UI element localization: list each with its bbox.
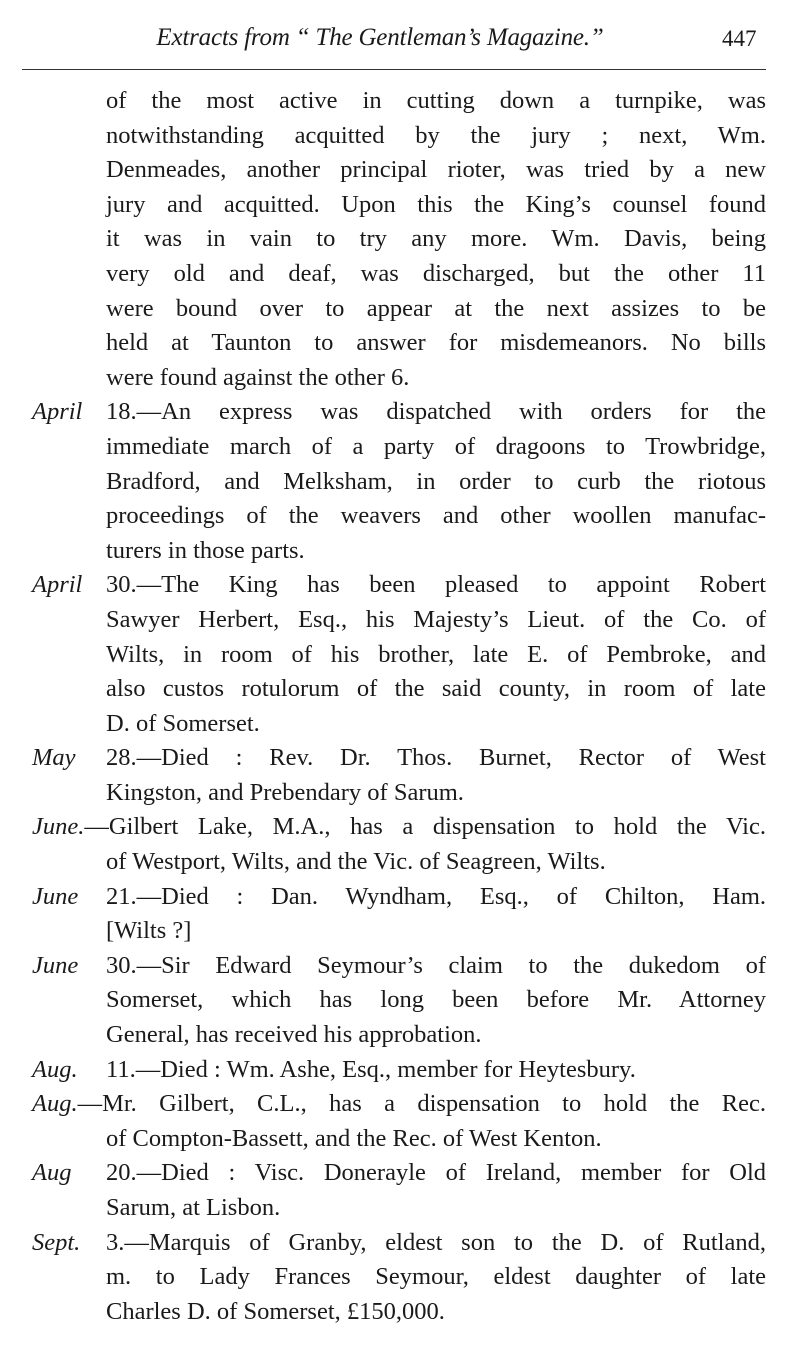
entry-date: April xyxy=(32,398,83,426)
text-line xyxy=(0,361,800,396)
chronicle-entry xyxy=(0,1226,800,1330)
line-text: of the most active in cutting down a turnpike, was xyxy=(106,87,766,114)
text-line xyxy=(0,776,800,811)
line-text: 18.—An express was dispatched with orders for the xyxy=(106,398,766,426)
line-text: of Westport, Wilts, and the Vic. of Seagreen, Wilts. xyxy=(106,848,606,876)
text-line xyxy=(0,153,800,188)
line-text: also custos rotulorum of the said county, in room of late xyxy=(106,675,766,703)
text-line xyxy=(0,707,800,742)
chronicle-entry xyxy=(0,1156,800,1225)
text-line xyxy=(0,465,800,500)
entry-date: April xyxy=(32,571,83,599)
text-line xyxy=(0,983,800,1018)
text-line xyxy=(0,1018,800,1053)
entry-date: Sept. xyxy=(32,1228,81,1256)
text-line xyxy=(0,810,800,845)
running-title: Extracts from “ The Gentleman’s Magazine.” xyxy=(156,24,604,51)
page-number: 447 xyxy=(722,26,757,51)
text-line xyxy=(0,949,800,984)
text-line xyxy=(0,880,800,915)
text-line xyxy=(0,534,800,569)
line-text: of Compton-Bassett, and the Rec. of West Kenton. xyxy=(106,1124,602,1152)
entry-date: Aug. xyxy=(32,1090,78,1118)
chronicle-entry xyxy=(0,1053,800,1088)
line-text: Wilts, in room of his brother, late E. of Pembroke, and xyxy=(106,640,766,668)
line-text: turers in those parts. xyxy=(106,536,305,564)
header-rule xyxy=(22,69,766,70)
line-text: were bound over to appear at the next assizes to be xyxy=(106,294,766,322)
text-line xyxy=(0,1053,800,1088)
line-text: 28.—Died : Rev. Dr. Thos. Burnet, Rector of West xyxy=(106,744,766,772)
chronicle-entry xyxy=(0,741,800,810)
entry-date: May xyxy=(32,744,76,772)
text-line xyxy=(0,1122,800,1157)
text-line xyxy=(0,1260,800,1295)
text-line xyxy=(0,568,800,603)
line-text: 3.—Marquis of Granby, eldest son to the D. of Rutland, xyxy=(106,1228,766,1256)
line-text: Sarum, at Lisbon. xyxy=(106,1194,281,1221)
line-text: m. to Lady Frances Seymour, eldest daughter of late xyxy=(106,1263,766,1291)
chronicle-entry xyxy=(0,84,800,395)
text-line xyxy=(0,845,800,880)
line-text: Sawyer Herbert, Esq., his Majesty’s Lieut. of the Co. of xyxy=(106,605,766,633)
line-text: 30.—The King has been pleased to appoint Robert xyxy=(106,571,766,599)
text-line xyxy=(0,257,800,292)
line-text: very old and deaf, was discharged, but the other 11 xyxy=(106,259,766,287)
line-text: proceedings of the weavers and other woollen manufac- xyxy=(106,502,766,530)
text-line xyxy=(0,1226,800,1261)
line-text: [Wilts ?] xyxy=(106,917,192,945)
chronicle-entry xyxy=(0,810,800,879)
chronicle-entry xyxy=(0,880,800,949)
chronicle-entry xyxy=(0,568,800,741)
entry-date: June. xyxy=(32,813,85,841)
line-text: 30.—Sir Edward Seymour’s claim to the dukedom of xyxy=(106,951,766,979)
line-text: Bradford, and Melksham, in order to curb the riotous xyxy=(106,467,766,495)
text-line xyxy=(0,395,800,430)
text-line xyxy=(0,741,800,776)
text-line xyxy=(0,292,800,327)
line-text: Denmeades, another principal rioter, was tried by a new xyxy=(106,156,766,184)
text-line xyxy=(0,1295,800,1330)
text-line xyxy=(0,119,800,154)
chronicle-entry xyxy=(0,949,800,1053)
entry-date: Aug. xyxy=(32,1055,78,1083)
line-content xyxy=(32,1087,766,1122)
text-line xyxy=(0,672,800,707)
text-line xyxy=(0,326,800,361)
line-text: Charles D. of Somerset, £150,000. xyxy=(106,1297,445,1325)
line-text: Kingston, and Prebendary of Sarum. xyxy=(106,778,464,806)
line-content xyxy=(32,810,766,845)
entry-date: June xyxy=(32,882,79,910)
line-text: General, has received his approbation. xyxy=(106,1021,482,1049)
text-line xyxy=(0,188,800,223)
line-text: 11.—Died : Wm. Ashe, Esq., member for Heytesbury. xyxy=(106,1055,636,1083)
text-line xyxy=(0,499,800,534)
line-text: immediate march of a party of dragoons to Trowbridge, xyxy=(106,432,766,460)
line-text: notwithstanding acquitted by the jury ; next, Wm. xyxy=(106,121,766,149)
text-line xyxy=(0,638,800,673)
entry-date: Aug xyxy=(32,1159,72,1187)
text-line xyxy=(0,914,800,949)
chronicle-entry xyxy=(0,1087,800,1156)
text-line xyxy=(0,222,800,257)
line-text: —Mr. Gilbert, C.L., has a dispensation to hold the Rec. xyxy=(77,1090,766,1118)
line-text: Somerset, which has long been before Mr. Attorney xyxy=(106,986,766,1014)
text-line xyxy=(0,1087,800,1122)
text-line xyxy=(0,1191,800,1226)
text-line xyxy=(0,84,800,119)
line-text: jury and acquitted. Upon this the King’s counsel found xyxy=(106,190,766,218)
entry-date: June xyxy=(32,951,79,979)
line-text: 21.—Died : Dan. Wyndham, Esq., of Chilton, Ham. xyxy=(106,882,766,910)
line-text: 20.—Died : Visc. Donerayle of Ireland, member for Old xyxy=(106,1159,766,1187)
line-text: —Gilbert Lake, M.A., has a dispensation to hold the Vic. xyxy=(84,813,766,841)
line-text: held at Taunton to answer for misdemeanors. No bills xyxy=(106,329,766,357)
line-text: were found against the other 6. xyxy=(106,363,410,391)
line-text: it was in vain to try any more. Wm. Davis, being xyxy=(106,225,766,253)
text-line xyxy=(0,603,800,638)
text-line xyxy=(0,1156,800,1191)
text-line xyxy=(0,430,800,465)
chronicle-entry xyxy=(0,395,800,568)
page-body xyxy=(0,84,800,1329)
line-text: D. of Somerset. xyxy=(106,709,260,737)
